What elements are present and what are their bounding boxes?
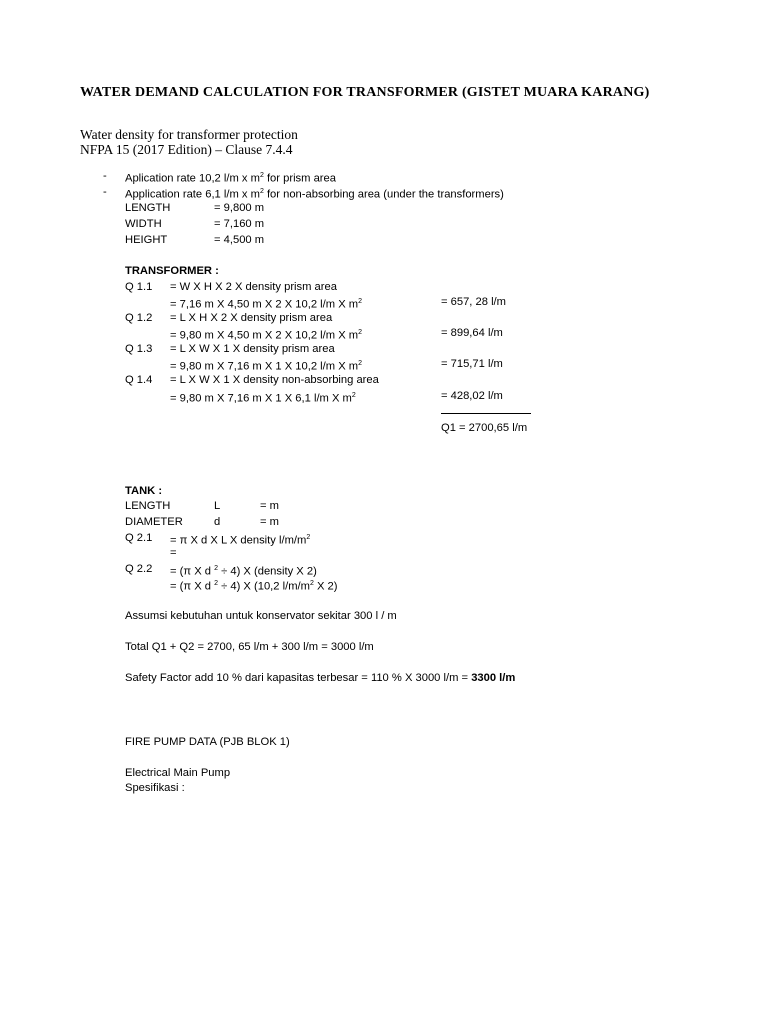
- calc-label: Q 1.1: [125, 281, 153, 293]
- document-title: WATER DEMAND CALCULATION FOR TRANSFORMER (GISTET MUARA KARANG): [80, 85, 650, 100]
- dimension-label: WIDTH: [125, 218, 162, 230]
- dimension-label: LENGTH: [125, 202, 171, 214]
- total-note: Total Q1 + Q2 = 2700, 65 l/m + 300 l/m = 3000 l/m: [125, 641, 374, 653]
- calc-result: = 428,02 l/m: [441, 390, 503, 402]
- calc-formula: = L X W X 1 X density prism area: [170, 343, 335, 355]
- calc-formula: = L X W X 1 X density non-absorbing area: [170, 374, 379, 386]
- bullet-marker: -: [103, 170, 107, 182]
- tank-diameter-label: DIAMETER: [125, 516, 183, 528]
- safety-factor-note: Safety Factor add 10 % dari kapasitas terbesar = 110 % X 3000 l/m = 3300 l/m: [125, 672, 516, 684]
- calc-label: Q 2.2: [125, 563, 153, 575]
- calc-formula: = 9,80 m X 7,16 m X 1 X 10,2 l/m X $m^2$: [170, 360, 363, 373]
- intro-line-1: Water density for transformer protection: [80, 127, 298, 142]
- bullet-marker: -: [103, 186, 107, 198]
- calc-result: = 657, 28 l/m: [441, 296, 506, 308]
- tank-length-symbol: L: [214, 500, 221, 512]
- tank-length-label: LENGTH: [125, 500, 171, 512]
- calc-result: = 899,64 l/m: [441, 327, 503, 339]
- calc-formula: = 9,80 m X 4,50 m X 2 X 10,2 l/m X $m^2$: [170, 329, 363, 342]
- calc-formula: = (π X d $^2$ ÷ 4) X (density X 2): [170, 565, 317, 578]
- sum-divider-line: [441, 413, 531, 414]
- transformer-heading: TRANSFORMER :: [125, 265, 219, 277]
- pump-line: Electrical Main Pump: [125, 767, 231, 779]
- tank-diameter-symbol: d: [214, 516, 221, 528]
- calc-formula: = W X H X 2 X density prism area: [170, 281, 337, 293]
- tank-heading: TANK :: [125, 485, 163, 497]
- calc-formula: = 7,16 m X 4,50 m X 2 X 10,2 l/m X $m^2$: [170, 298, 363, 311]
- konservator-note: Assumsi kebutuhan untuk konservator sekitar 300 l / m: [125, 610, 397, 622]
- calc-label: Q 1.3: [125, 343, 153, 355]
- bullet-item: Application rate 6,1 l/m x $m^2$ for non-absorbing area (under the transformers): [125, 188, 504, 201]
- dimension-label: HEIGHT: [125, 234, 168, 246]
- calc-label: Q 1.2: [125, 312, 153, 324]
- calc-formula: = 9,80 m X 7,16 m X 1 X 6,1 l/m X $m^2$: [170, 392, 356, 405]
- calc-label: Q 2.1: [125, 532, 153, 544]
- calc-formula: = L X H X 2 X density prism area: [170, 312, 333, 324]
- bullet-item: Aplication rate 10,2 l/m x $m^2$ for prism area: [125, 172, 336, 185]
- dimension-value: = 9,800 m: [214, 202, 265, 214]
- calc-label: Q 1.4: [125, 374, 153, 386]
- dimension-value: = 4,500 m: [214, 234, 265, 246]
- tank-length-value: = m: [260, 500, 279, 512]
- calc-formula: = (π X d $^2$ ÷ 4) X (10,2 $l/m/m^2$ X 2): [170, 580, 338, 593]
- calc-result: = 715,71 l/m: [441, 358, 503, 370]
- tank-diameter-value: = m: [260, 516, 279, 528]
- calc-formula: =: [170, 547, 177, 559]
- dimension-value: = 7,160 m: [214, 218, 265, 230]
- calc-formula: = π X d X L X density $l/m/m^2$: [170, 534, 311, 547]
- transformer-total: Q1 = 2700,65 l/m: [441, 422, 528, 434]
- fire-pump-heading: FIRE PUMP DATA (PJB BLOK 1): [125, 736, 290, 748]
- intro-line-2: NFPA 15 (2017 Edition) – Clause 7.4.4: [80, 142, 293, 157]
- pump-line: Spesifikasi :: [125, 782, 185, 794]
